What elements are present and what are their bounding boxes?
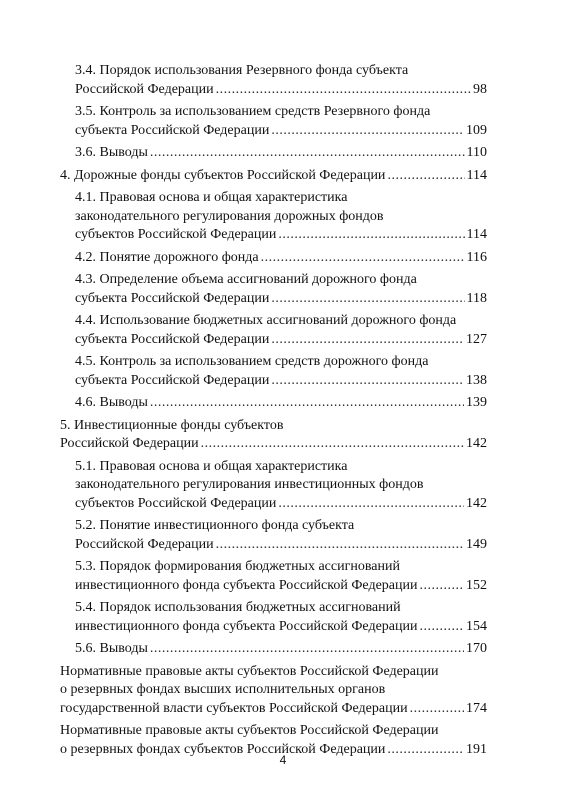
toc-entry-title-line: 5.6. Выводы [75,641,148,656]
toc-entry-last-line [75,81,487,100]
toc-page-number: 139 [466,395,487,410]
toc-entry-title-line: субъекта Российской Федерации [75,122,270,138]
dot-leader [387,167,464,186]
toc-page-number: 138 [466,372,487,388]
dot-leader [150,144,465,163]
toc-entry-title-line: субъектов Российской Федерации [75,495,277,511]
dot-leader [216,81,471,100]
toc-entry-last-line [60,700,487,719]
toc-entry-last-line [75,249,487,268]
toc-page-number: 109 [466,122,487,138]
toc-entry-title-line: инвестиционного фонда субъекта Российской Федерации [75,577,418,593]
toc-page-number: 152 [466,577,487,593]
toc-entry-title-line: 4. Дорожные фонды субъектов Российской Федерации [60,167,386,183]
dot-leader [150,394,464,413]
toc-entry-title-line: о резервных фондах субъектов Российской Федерации [60,741,386,757]
toc-page-number: 98 [473,81,487,97]
dot-leader [216,536,464,555]
dot-leader [150,640,464,659]
toc-entry-title-line: законодательного регулирования дорожных фондов [75,208,384,224]
toc-entry[interactable] [60,167,487,186]
toc-entry-title-line: 5.3. Порядок формирования бюджетных ассигнований [75,559,400,574]
toc-entry-last-line [75,122,487,141]
toc-entry[interactable] [60,517,487,554]
toc-entry-last-line [75,577,487,596]
toc-entry-last-line [75,226,487,245]
toc-entry-last-line [60,435,487,454]
toc-page-number: 142 [466,436,487,451]
toc-entry-title-line: 3.4. Порядок использования Резервного фонда субъекта [75,63,409,78]
dot-leader [271,122,464,141]
toc-page-number: 142 [466,495,487,511]
toc-entry-last-line [75,372,487,391]
dot-leader [410,700,464,719]
toc-entry-title-line: о резервных фондах высших исполнительных органов [60,682,386,697]
toc-entry-title-line: 4.2. Понятие дорожного фонда [75,249,259,265]
toc-page-number: 114 [466,167,487,183]
dot-leader [271,331,464,350]
toc-entry-title-line: субъекта Российской Федерации [75,372,270,388]
dot-leader [419,618,464,637]
toc-entry-last-line [75,536,487,555]
toc-entry[interactable] [60,458,487,514]
toc-entry-last-line [75,394,487,413]
dot-leader [278,226,464,245]
toc-page-number: 170 [466,641,487,656]
toc-entry-last-line [75,331,487,350]
dot-leader [261,249,465,268]
toc-entry[interactable] [60,640,487,659]
toc-entry[interactable] [60,558,487,595]
toc-page-number: 127 [466,331,487,347]
dot-leader [271,290,464,309]
toc-entry-last-line [75,618,487,637]
toc-page-number: 174 [466,700,487,716]
toc-entry[interactable] [60,144,487,163]
toc-entry[interactable] [60,62,487,99]
toc-entry-title-line: Нормативные правовые акты субъектов Российской Федерации [60,663,439,679]
toc-page-number: 110 [466,145,487,160]
toc-entry-title-line: инвестиционного фонда субъекта Российской Федерации [75,618,418,634]
toc-entry-title-line: 3.5. Контроль за использованием средств Резервного фонда [75,104,431,119]
toc-entry-title-line: 3.6. Выводы [75,145,148,160]
toc-page-number: 191 [466,741,487,757]
toc-entry-last-line [75,144,487,163]
toc-entry-last-line [75,495,487,514]
toc-entry-title-line: субъекта Российской Федерации [75,331,270,347]
dot-leader [419,577,464,596]
toc-entry-title-line: 4.3. Определение объема ассигнований дорожного фонда [75,272,417,287]
dot-leader [271,372,464,391]
toc-entry-last-line [75,290,487,309]
toc-entry-title-line: Российской Федерации [60,436,199,451]
toc-page-number: 149 [466,536,487,552]
toc-entry-last-line [60,167,487,186]
toc-entry[interactable] [60,312,487,349]
toc-page-number: 118 [466,290,487,306]
toc-entry[interactable] [60,599,487,636]
toc-entry-title-line: 4.1. Правовая основа и общая характеристика [75,190,348,205]
toc-entry[interactable] [60,189,487,245]
toc-entry-title-line: 4.5. Контроль за использованием средств дорожного фонда [75,354,429,369]
toc-entry-last-line [75,640,487,659]
toc-entry[interactable] [60,394,487,413]
toc-entry-title-line: 5.1. Правовая основа и общая характеристика [75,458,348,474]
toc-entry[interactable] [60,271,487,308]
toc-entry-title-line: 4.6. Выводы [75,395,148,410]
toc-entry[interactable] [60,353,487,390]
toc-page-number: 116 [466,249,487,265]
dot-leader [201,435,464,454]
toc-entry[interactable] [60,103,487,140]
toc-entry[interactable] [60,663,487,719]
page-number: 4 [279,753,287,767]
toc-entry-title-line: субъектов Российской Федерации [75,227,277,242]
toc-entry-title-line: субъекта Российской Федерации [75,290,270,306]
toc-page-number: 154 [466,618,487,634]
table-of-contents [60,62,487,763]
toc-entry-title-line: 4.4. Использование бюджетных ассигнований дорожного фонда [75,313,457,328]
toc-entry-title-line: Нормативные правовые акты субъектов Российской Федерации [60,723,439,738]
toc-entry-title-line: законодательного регулирования инвестиционных фондов [75,477,424,492]
toc-entry[interactable] [60,417,487,454]
toc-entry-title-line: 5.2. Понятие инвестиционного фонда субъекта [75,518,355,533]
toc-entry[interactable] [60,249,487,268]
toc-page-number: 114 [466,227,487,242]
toc-entry-title-line: государственной власти субъектов Российской Федерации [60,700,408,716]
dot-leader [278,495,464,514]
toc-entry-title-line: 5. Инвестиционные фонды субъектов [60,417,284,433]
toc-entry-title-line: Российской Федерации [75,536,214,552]
toc-entry-title-line: Российской Федерации [75,81,214,97]
toc-entry-title-line: 5.4. Порядок использования бюджетных ассигнований [75,600,401,615]
